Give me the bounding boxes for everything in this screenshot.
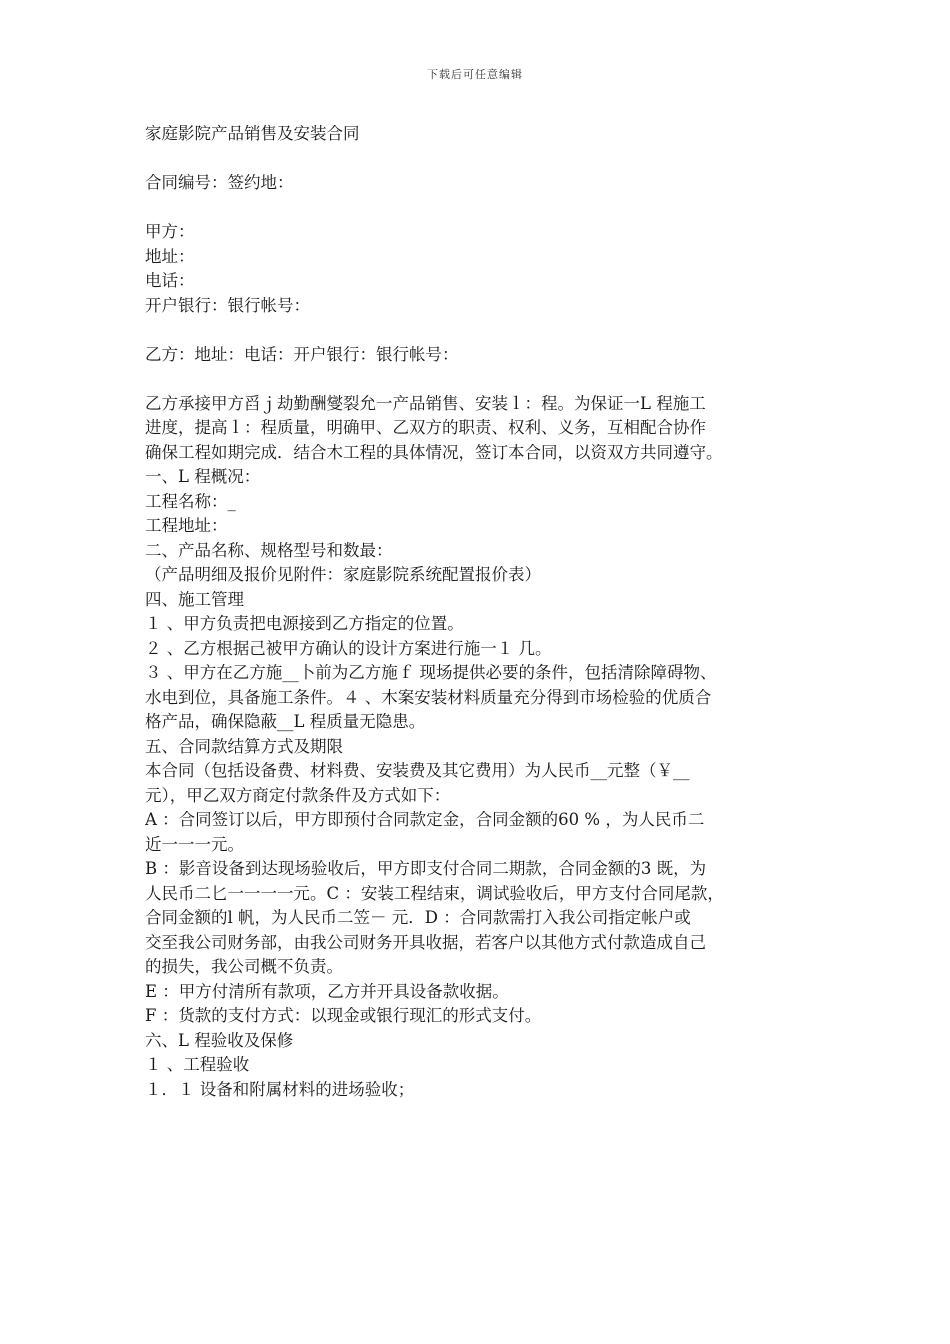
body-line: 元），甲乙双方商定付款条件及方式如下： — [145, 785, 451, 805]
contract-number-line: 合同编号：签约地： — [145, 173, 294, 192]
contract-body-paragraphs — [145, 392, 815, 1103]
body-line: １．１ 设备和附属材料的进场验收； — [145, 1079, 415, 1099]
spacer — [145, 367, 815, 392]
section-heading-products: 二、产品名称、规格型号和数最： — [145, 540, 393, 560]
party-a-phone: 电话： — [145, 271, 195, 290]
header-note: 下载后可任意编辑 — [427, 68, 523, 81]
body-line: ２ 、乙方根据己被甲方确认的设计方案进行施一１ 几。 — [145, 638, 552, 658]
body-line: ３ 、甲方在乙方施__卜前为乙方施ｆ 现场提供必要的条件，包括清除障碍物、 — [145, 663, 717, 682]
body-line: （产品明细及报价见附件：家庭影院系统配置报价表） — [145, 565, 541, 584]
body-line: 本合同（包括设备费、材料费、安装费及其它费用）为人民币__元整（￥__ — [145, 761, 690, 780]
body-line: １ 、甲方负责把电源接到乙方指定的位置。 — [145, 614, 464, 633]
section-heading-payment: 五、合同款结算方式及期限 — [145, 736, 343, 756]
body-line: B ：影音设备到达现场验收后，甲方即支付合同二期款，合同金额的3 既，为 — [145, 859, 707, 878]
body-line: 格产品，确保隐蔽__L 程质量无隐患。 — [145, 712, 426, 731]
spacer — [145, 196, 815, 221]
body-line: 交至我公司财务部，由我公司财务开具收据，若客户以其他方式付款造成自己 — [145, 932, 706, 952]
body-line: 工程地址： — [145, 516, 228, 535]
body-line: 工程名称：_ — [145, 491, 236, 511]
section-heading-construction: 四、施工管理 — [145, 589, 244, 609]
party-a-address: 地址： — [145, 246, 195, 266]
body-line: １ 、工程验收 — [145, 1055, 250, 1074]
body-line: 合同金额的l 帆，为人民币二笠－ 元．D ：合同款需打入我公司指定帐户或 — [145, 908, 691, 927]
section-heading-overview: 一、L 程概况： — [145, 467, 261, 486]
body-line: 近一一一元。 — [145, 834, 244, 854]
party-a-label: 甲方： — [145, 222, 195, 241]
document-body — [145, 122, 815, 1102]
body-line: A ：合同签订以后，甲方即预付合同款定金，合同金额的60 % ，为人民币二 — [145, 810, 705, 829]
document-title: 家庭影院产品销售及安装合同 — [145, 124, 360, 143]
body-line: 确保工程如期完成．结合木工程的具体情况，签订本合同，以资双方共同遵守。 — [145, 442, 723, 462]
body-line: 水电到位，具备施工条件。４ 、木案安装材料质量充分得到市场检验的优质合 — [145, 687, 712, 707]
body-line: F ：货款的支付方式：以现金或银行现汇的形式支付。 — [145, 1006, 542, 1025]
body-line: 乙方承接甲方舀ｊ劫勤酬燮裂允一产品销售、安装ｌ：程。为保证一L 程施工 — [145, 393, 706, 413]
body-line: E ：甲方付清所有款项，乙方并开具设备款收据。 — [145, 981, 509, 1001]
section-heading-acceptance: 六、L 程验收及保修 — [145, 1030, 294, 1050]
body-line: 人民币二匕一一一一元。C ：安装工程结束，调试验收后，甲方支付合同尾款， — [145, 883, 724, 903]
spacer — [145, 318, 815, 343]
party-b-line: 乙方：地址：电话：开户银行：银行帐号： — [145, 344, 459, 364]
body-line: 进度，提高ｌ：程质量，明确甲、乙双方的职责、权利、义务，互相配合协作 — [145, 418, 706, 437]
body-line: 的损失，我公司概不负责。 — [145, 957, 343, 976]
party-a-bank: 开户银行：银行帐号： — [145, 295, 310, 315]
